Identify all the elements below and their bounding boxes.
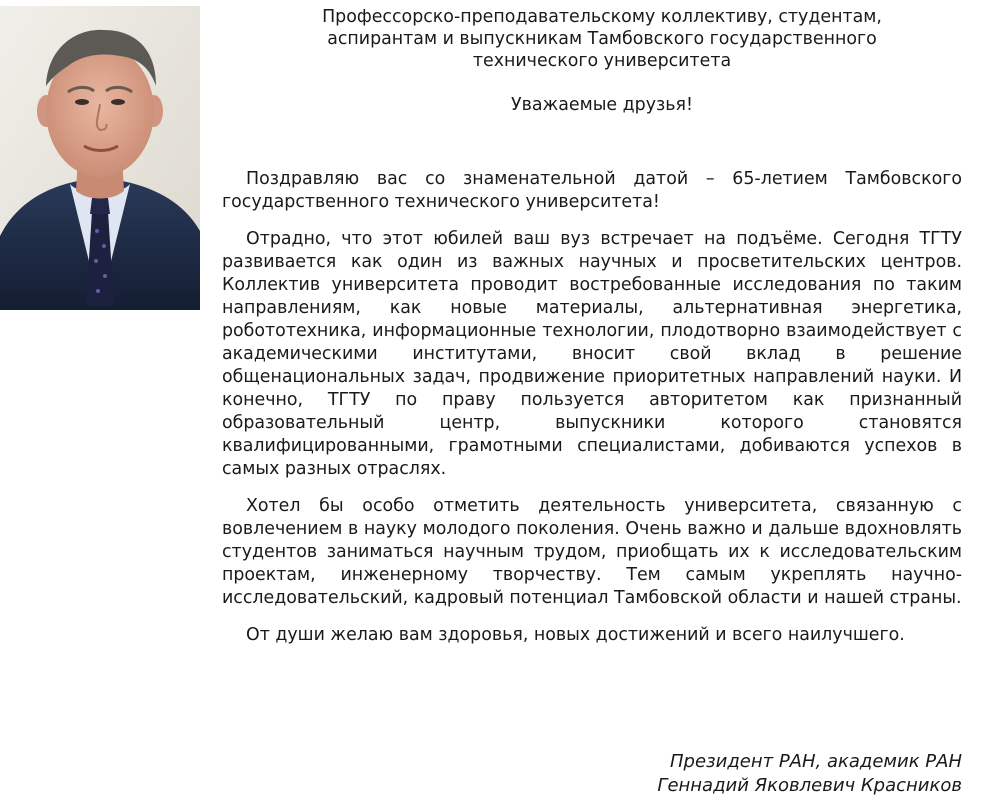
portrait-illustration (0, 6, 200, 310)
portrait-photo (0, 6, 200, 310)
paragraph-congratulation: Поздравляю вас со знаменательной датой – 65-летием Тамбовского государственного технического университета! (222, 169, 962, 212)
signature-block (657, 750, 962, 798)
paragraph-young-generation: Хотел бы особо отметить деятельность университета, связанную с вовлечением в науку молодого поколения. Очень важно и дальше вдохновлять студентов заниматься научным трудом, приобщать их к исследовательским проектам, инженерному творчеству. Тем самым укреплять научно-исследовательский, кадровый потенциал Тамбовской области и нашей страны. (222, 496, 962, 608)
greeting: Уважаемые друзья! (511, 95, 693, 115)
signature-name: Геннадий Яковлевич Красников (657, 775, 962, 796)
paragraph-university-achievements: Отрадно, что этот юбилей ваш вуз встречает на подъёме. Сегодня ТГТУ развивается как один из важных научных и просветительских центров. Коллектив университета проводит востребованные исследования по таким направлениям, как новые материалы, альтернативная энергетика, робототехника, информационные технологии, плодотворно взаимодействует с академическими институтами, вносит свой вклад в решение общенациональных задач, продвижение приоритетных направлений науки. И конечно, ТГТУ по праву пользуется авторитетом как признанный образовательный центр, выпускники которого становятся квалифицированными, грамотными специалистами, добиваются успехов в самых разных отраслях. (222, 229, 962, 479)
signature-title: Президент РАН, академик РАН (670, 751, 962, 772)
addressee-line: аспирантам и выпускникам Тамбовского государственного (327, 29, 877, 49)
paragraph-wishes: От души желаю вам здоровья, новых достижений и всего наилучшего. (246, 625, 905, 645)
addressee-line: технического университета (472, 51, 732, 71)
addressee-line: Профессорско-преподавательскому коллективу, студентам, (322, 7, 882, 27)
addressee-heading (232, 6, 972, 72)
letter-body (222, 168, 962, 661)
